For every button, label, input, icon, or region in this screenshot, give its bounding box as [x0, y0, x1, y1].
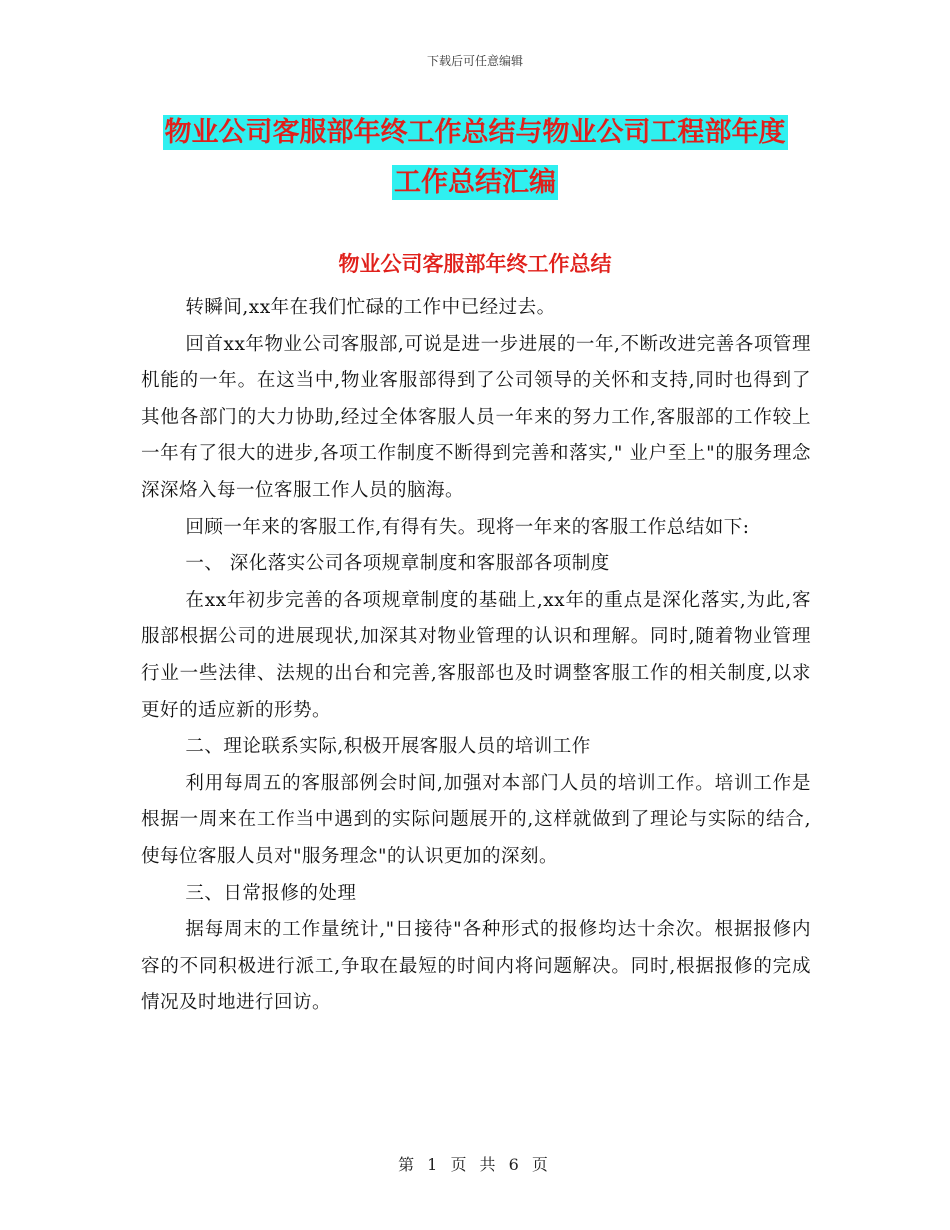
paragraph-intro: 转瞬间,xx年在我们忙碌的工作中已经过去。: [185, 297, 556, 318]
document-body: [141, 290, 811, 1022]
paragraph-review: 回首xx年物业公司客服部,可说是进一步进展的一年,不断改进完善各项管理机能的一年。在这当中,物业客服部得到了公司领导的关怀和支持,同时也得到了其他各部门的大力协助,经过全体客服人员一年来的努力工作,客服部的工作较上一年有了很大的进步,各项工作制度不断得到完善和落实," 业户至上"的服务理念深深烙入每一位客服工作人员的脑海。: [141, 333, 811, 501]
document-title: [140, 108, 810, 208]
page-number-footer: 第 1 页 共 6 页: [398, 1155, 552, 1174]
document-title-line-2: 工作总结汇编: [394, 167, 556, 198]
heading-item-1: 一、 深化落实公司各项规章制度和客服部各项制度: [185, 553, 610, 575]
header-note: 下载后可任意编辑: [426, 54, 523, 68]
section-title: 物业公司客服部年终工作总结: [338, 252, 612, 276]
paragraph-summary-lead: 回顾一年来的客服工作,有得有失。现将一年来的客服工作总结如下:: [185, 516, 750, 538]
paragraph-item-1: 在xx年初步完善的各项规章制度的基础上,xx年的重点是深化落实,为此,客服部根据公司的进展现状,加深其对物业管理的认识和理解。同时,随着物业管理行业一些法律、法规的出台和完善,客服部也及时调整客服工作的相关制度,以求更好的适应新的形势。: [141, 589, 811, 721]
document-title-line-1: 物业公司客服部年终工作总结与物业公司工程部年度: [164, 117, 786, 148]
paragraph-item-2: 利用每周五的客服部例会时间,加强对本部门人员的培训工作。培训工作是根据一周来在工作当中遇到的实际问题展开的,这样就做到了理论与实际的结合,使每位客服人员对"服务理念"的认识更加的深刻。: [141, 772, 811, 867]
heading-item-3: 三、日常报修的处理: [185, 882, 357, 904]
heading-item-2: 二、理论联系实际,积极开展客服人员的培训工作: [185, 736, 591, 758]
paragraph-item-3: 据每周末的工作量统计,"日接待"各种形式的报修均达十余次。根据报修内容的不同积极进行派工,争取在最短的时间内将问题解决。同时,根据报修的完成情况及时地进行回访。: [141, 919, 811, 1014]
